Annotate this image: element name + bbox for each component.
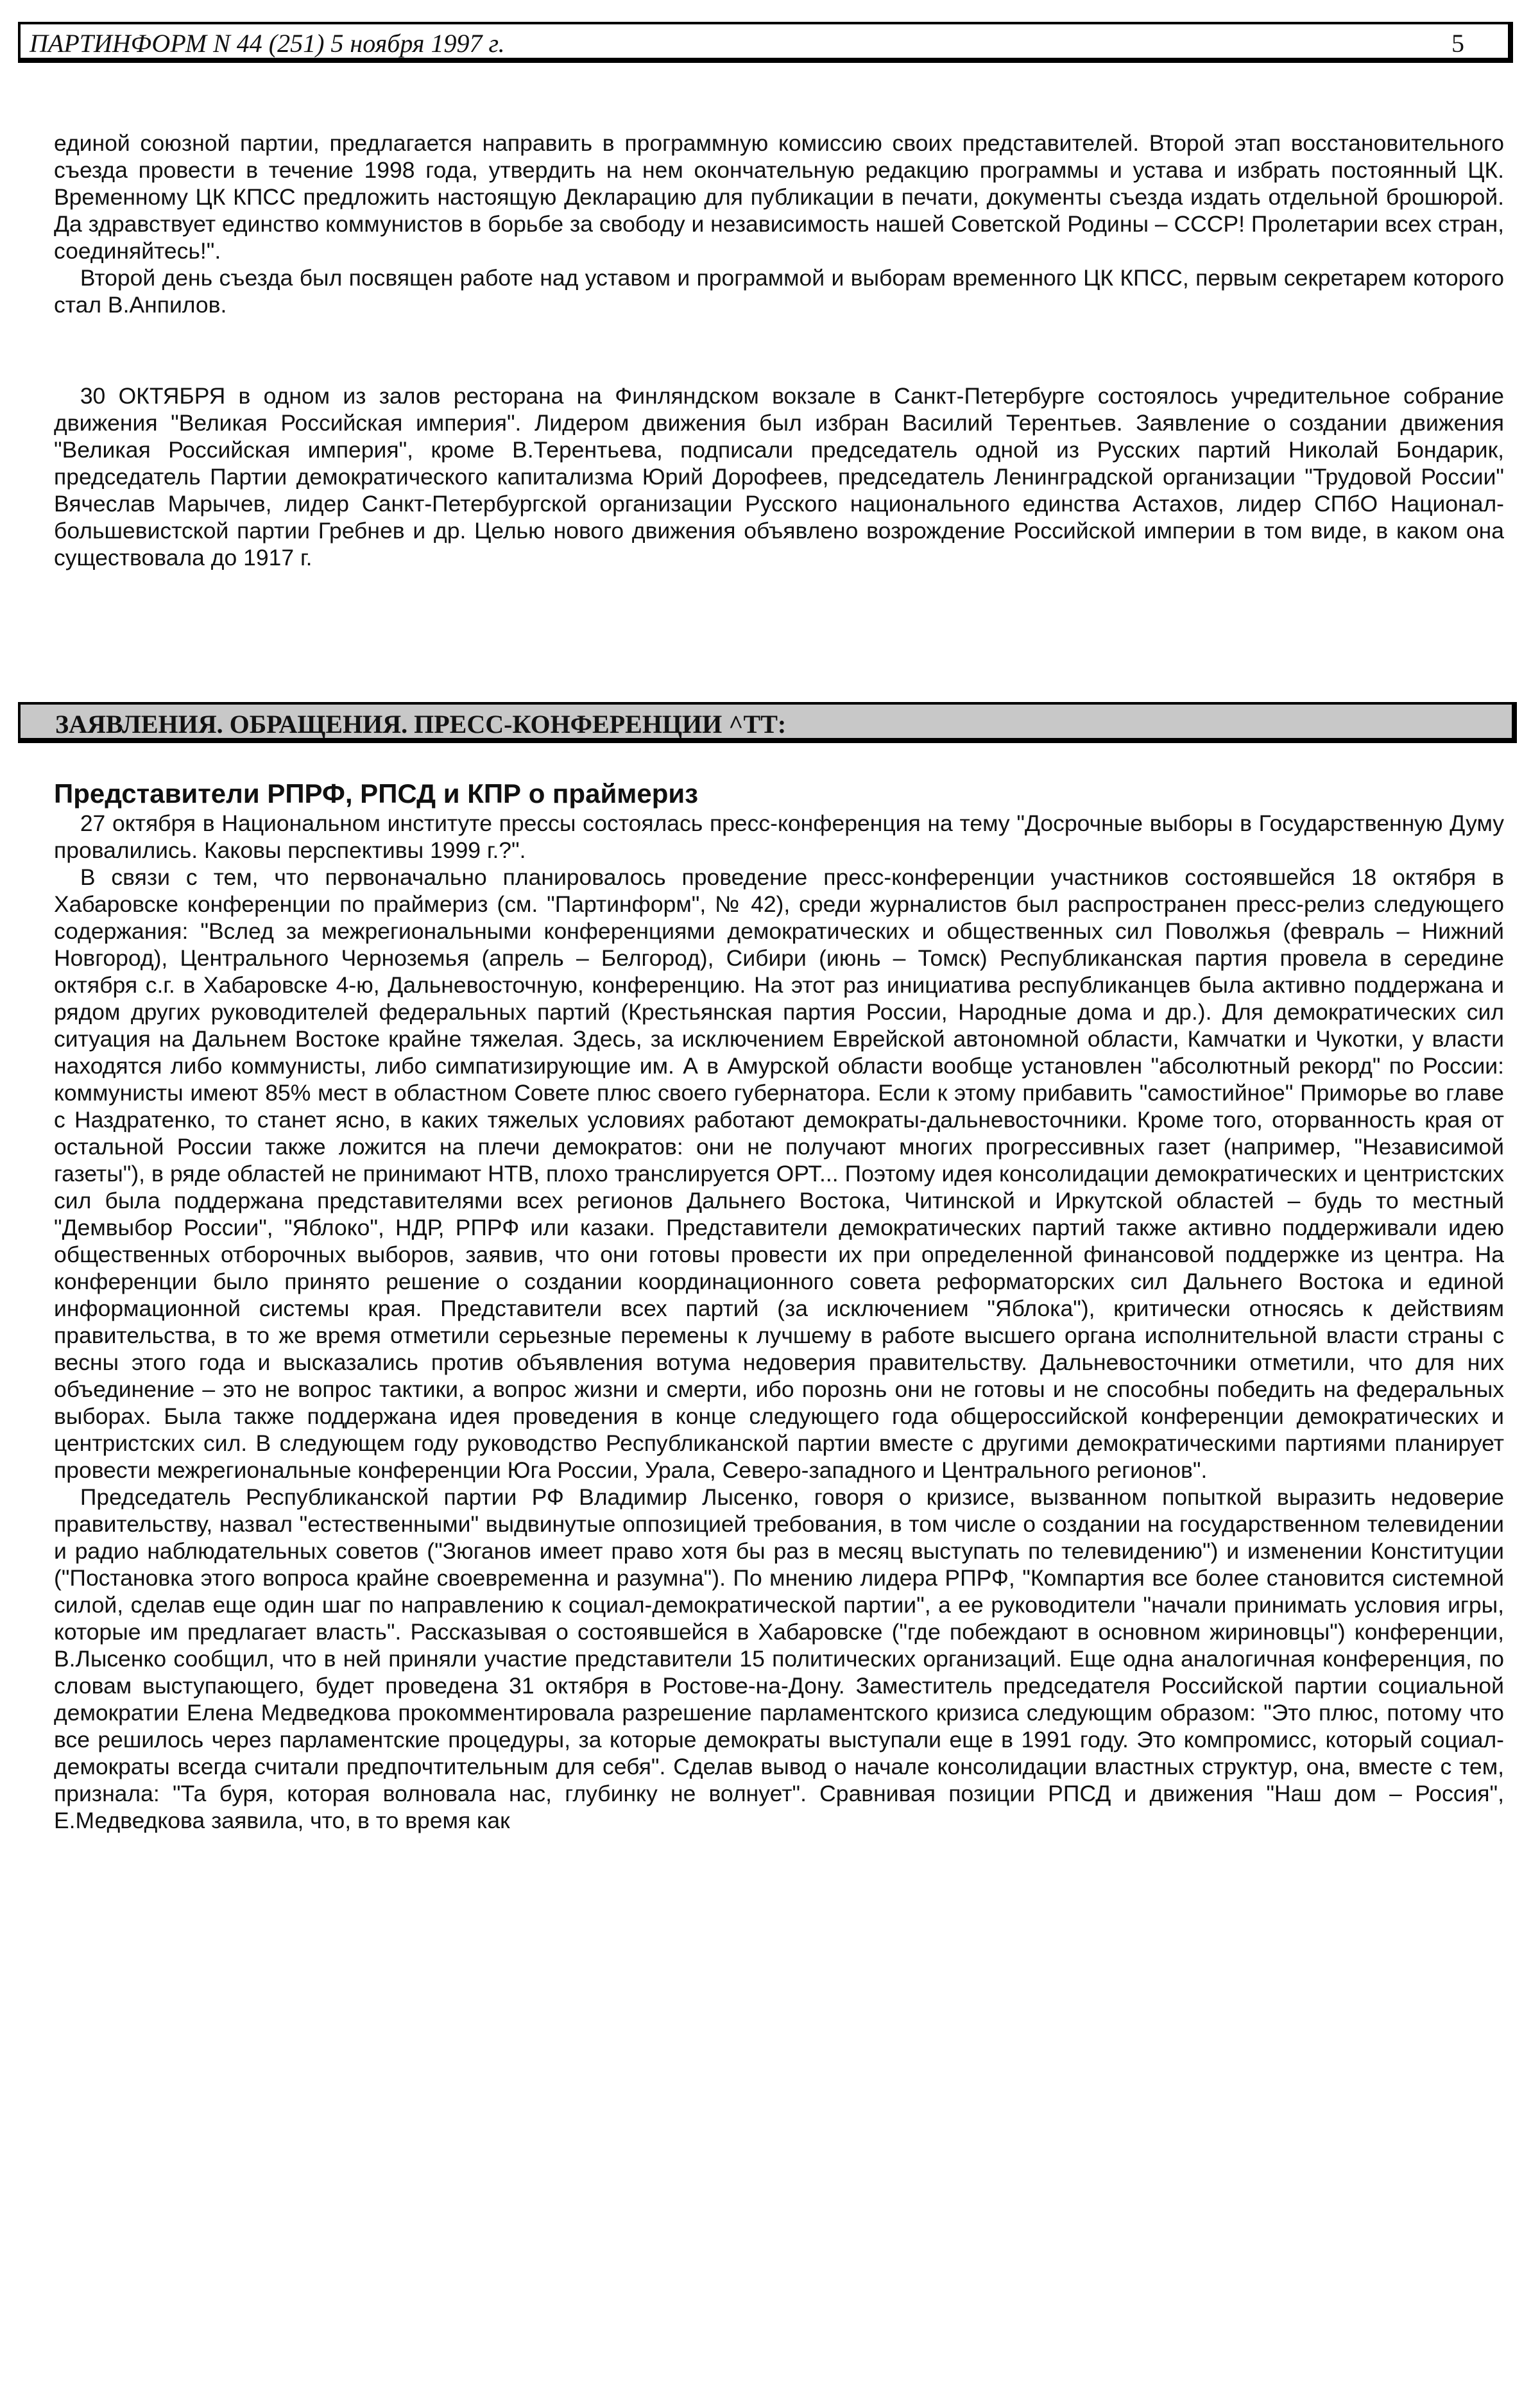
article-title: Представители РПРФ, РПСД и КПР о праймериз [54, 778, 699, 809]
article-body [54, 810, 1504, 1834]
section-heading: ЗАЯВЛЕНИЯ. ОБРАЩЕНИЯ. ПРЕСС-КОНФЕРЕНЦИИ ^ТТ: [55, 710, 787, 739]
text-block-congress [54, 130, 1504, 318]
paragraph: 27 октября в Национальном институте прессы состоялась пресс-конференция на тему "Досрочные выборы в Государственную Думу провалились. Каковы перспективы 1999 г.?". [54, 810, 1504, 863]
paragraph: единой союзной партии, предлагается направить в программную комиссию своих представителей. Второй этап восстановительного съезда провести в течение 1998 года, утвердить на нем окончательную редакцию программы и устава и избрать постоянный ЦК. Временному ЦК КПСС предложить настоящую Декларацию для публикации в печати, документы съезда издать отдельной брошюрой. Да здравствует единство коммунистов в борьбе за свободу и независимость нашей Советской Родины – СССР! Пролетарии всех стран, соединяйтесь!". [54, 130, 1504, 264]
page-number: 5 [1451, 29, 1464, 58]
paragraph: Председатель Республиканской партии РФ Владимир Лысенко, говоря о кризисе, вызванном попыткой выразить недоверие правительству, назвал "естественными" выдвинутые оппозицией требования, в том числе о создании на государственном телевидении и радио наблюдательных советов ("Зюганов имеет право хотя бы раз в месяц выступать по телевидению") и изменении Конституции ("Постановка этого вопроса крайне своевременна и разумна"). По мнению лидера РПРФ, "Компартия все более становится системной силой, сделав еще один шаг по направлению к социал-демократической партии", а ее руководители "начали принимать условия игры, которые им предлагает власть". Рассказывая о состоявшейся в Хабаровске ("где побеждают в основном жириновцы") конференции, В.Лысенко сообщил, что в ней приняли участие представители 15 политических организаций. Еще одна аналогичная конференция, по словам выступающего, будет проведена 31 октября в Ростове-на-Дону. Заместитель председателя Российской партии социальной демократии Елена Медведкова прокомментировала разрешение парламентского кризиса следующим образом: "Это плюс, потому что все решилось через парламентские процедуры, за которые демократы выступали еще в 1991 году. Это компромисс, который социал-демократы всегда считали предпочтительным для себя". Сделав вывод о начале консолидации властных структур, она, вместе с тем, признала: "Та буря, которая волновала нас, глубинку не волнует". Сравнивая позиции РПСД и движения "Наш дом – Россия", Е.Медведкова заявила, что, в то время как [54, 1484, 1504, 1833]
publication-title: ПАРТИНФОРМ N 44 (251) 5 ноября 1997 г. [30, 29, 505, 58]
paragraph: В связи с тем, что первоначально планировалось проведение пресс-конференции участников состоявшейся 18 октября в Хабаровске конференции по праймериз (см. "Партинформ", № 42), среди журналистов был распространен пресс-релиз следующего содержания: "Вслед за межрегиональными конференциями демократических и общественных сил Поволжья (февраль – Нижний Новгород), Центрального Черноземья (апрель – Белгород), Сибири (июнь – Томск) Республиканская партия провела в середине октября с.г. в Хабаровске 4-ю, Дальневосточную, конференцию. На этот раз инициатива республиканцев была активно поддержана и рядом других руководителей федеральных партий (Крестьянская партия России, Народные дома и др.). Для демократических сил ситуация на Дальнем Востоке крайне тяжелая. Здесь, за исключением Еврейской автономной области, Камчатки и Чукотки, у власти находятся либо коммунисты, либо симпатизирующие им. А в Амурской области вообще установлен "абсолютный рекорд" по России: коммунисты имеют 85% мест в областном Совете плюс своего губернатора. Если к этому прибавить "самостийное" Приморье во главе с Наздратенко, то станет ясно, в каких тяжелых условиях работают демократы-дальневосточники. Кроме того, оторванность края от остальной России также ложится на плечи демократов: они не получают многих прогрессивных газет (например, "Независимой газеты"), в ряде областей не принимают НТВ, плохо транслируется ОРТ... Поэтому идея консолидации демократических и центристских сил была поддержана представителями всех регионов Дальнего Востока, Читинской и Иркутской областей – будь то местный "Демвыбор России", "Яблоко", НДР, РПРФ или казаки. Представители демократических партий также активно поддерживали идею общественных отборочных выборов, заявив, что они готовы провести их при определенной финансовой поддержке из центра. На конференции было принято решение о создании координационного совета реформаторских сил Дальнего Востока и единой информационной системы края. Представители всех партий (за исключением "Яблока"), критически относясь к действиям правительства, в то же время отметили серьезные перемены к лучшему в работе высшего органа исполнительной власти страны с весны этого года и высказались против объявления вотума недоверия правительству. Дальневосточники отметили, что для них объединение – это не вопрос тактики, а вопрос жизни и смерти, ибо порознь они не готовы и не способны победить на федеральных выборах. Была также поддержана идея проведения в конце следующего года общероссийской конференции демократических и центристских сил. В следующем году руководство Республиканской партии вместе с другими демократическими партиями планирует провести межрегиональные конференции Юга России, Урала, Северо-западного и Центрального регионов". [54, 864, 1504, 1483]
paragraph: 30 ОКТЯБРЯ в одном из залов ресторана на Финляндском вокзале в Санкт-Петербурге состоялось учредительное собрание движения "Великая Российская империя". Лидером движения был избран Василий Терентьев. Заявление о создании движения "Великая Российская империя", кроме В.Терентьева, подписали председатель одной из Русских партий Николай Бондарик, председатель Партии демократического капитализма Юрий Дорофеев, председатель Ленинградской организации "Трудовой России" Вячеслав Марычев, лидер Санкт-Петербургской организации Русского национального единства Астахов, лидер СПбО Национал-большевистской партии Гребнев и др. Целью нового движения объявлено возрождение Российской империи в том виде, в каком она существовала до 1917 г. [54, 383, 1504, 570]
section-heading-bar [18, 702, 1517, 743]
text-block-empire-movement [54, 382, 1504, 571]
paragraph: Второй день съезда был посвящен работе над уставом и программой и выборам временного ЦК КПСС, первым секретарем которого стал В.Анпилов. [54, 265, 1504, 318]
page-header [18, 22, 1513, 63]
